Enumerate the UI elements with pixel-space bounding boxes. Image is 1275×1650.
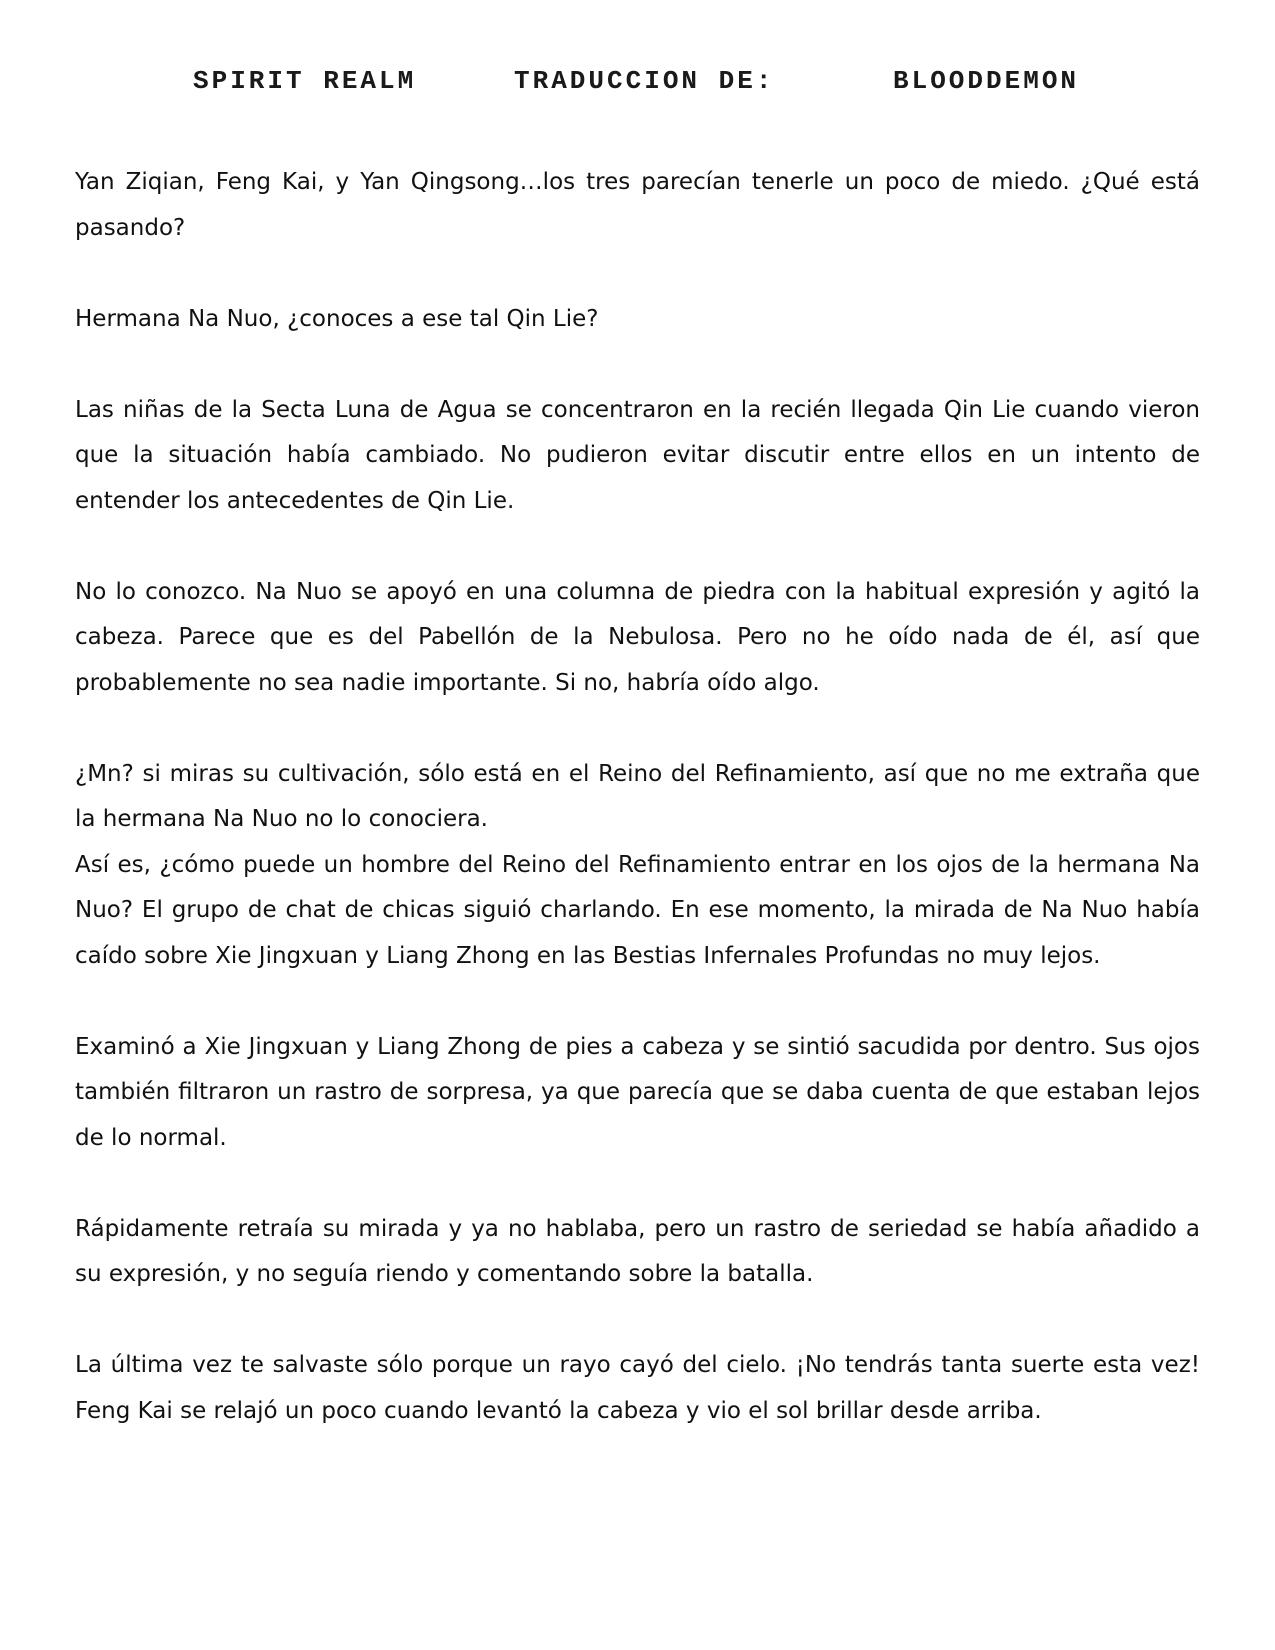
- paragraph: La última vez te salvaste sólo porque un rayo cayó del cielo. ¡No tendrás tanta suerte esta vez! Feng Kai se relajó un poco cuando levantó la cabeza y vio el sol brillar desde arriba.: [75, 1352, 1200, 1424]
- chapter-body: [75, 160, 1200, 1480]
- page-header: [0, 66, 1275, 106]
- translation-label: TRADUCCION DE:: [514, 66, 775, 96]
- paragraph: Hermana Na Nuo, ¿conoces a ese tal Qin Lie?: [75, 305, 599, 332]
- paragraph: Yan Ziqian, Feng Kai, y Yan Qingsong…los tres parecían tenerle un poco de miedo. ¿Qué está pasando?: [75, 169, 1200, 241]
- paragraph: No lo conozco. Na Nuo se apoyó en una columna de piedra con la habitual expresión y agitó la cabeza. Parece que es del Pabellón de la Nebulosa. Pero no he oído nada de él, así que probablemente no sea nadie importante. Si no, habría oído algo.: [75, 578, 1200, 696]
- translator-name: BLOODDEMON: [893, 66, 1080, 96]
- paragraph: Así es, ¿cómo puede un hombre del Reino del Refinamiento entrar en los ojos de la hermana Na Nuo? El grupo de chat de chicas siguió charlando. En ese momento, la mirada de Na Nuo había caído sobre Xie Jingxuan y Liang Zhong en las Bestias Infernales Profundas no muy lejos.: [75, 851, 1200, 969]
- paragraph: Las niñas de la Secta Luna de Agua se concentraron en la recién llegada Qin Lie cuando vieron que la situación había cambiado. No pudieron evitar discutir entre ellos en un intento de entender los antecedentes de Qin Lie.: [75, 396, 1200, 514]
- series-title: SPIRIT REALM: [193, 66, 417, 96]
- paragraph: Rápidamente retraía su mirada y ya no hablaba, pero un rastro de seriedad se había añadido a su expresión, y no seguía riendo y comentando sobre la batalla.: [75, 1215, 1200, 1287]
- paragraph: Examinó a Xie Jingxuan y Liang Zhong de pies a cabeza y se sintió sacudida por dentro. Sus ojos también filtraron un rastro de sorpresa, ya que parecía que se daba cuenta de que estaban lejos de lo normal.: [75, 1033, 1200, 1151]
- paragraph: ¿Mn? si miras su cultivación, sólo está en el Reino del Refinamiento, así que no me extraña que la hermana Na Nuo no lo conociera.: [75, 760, 1200, 832]
